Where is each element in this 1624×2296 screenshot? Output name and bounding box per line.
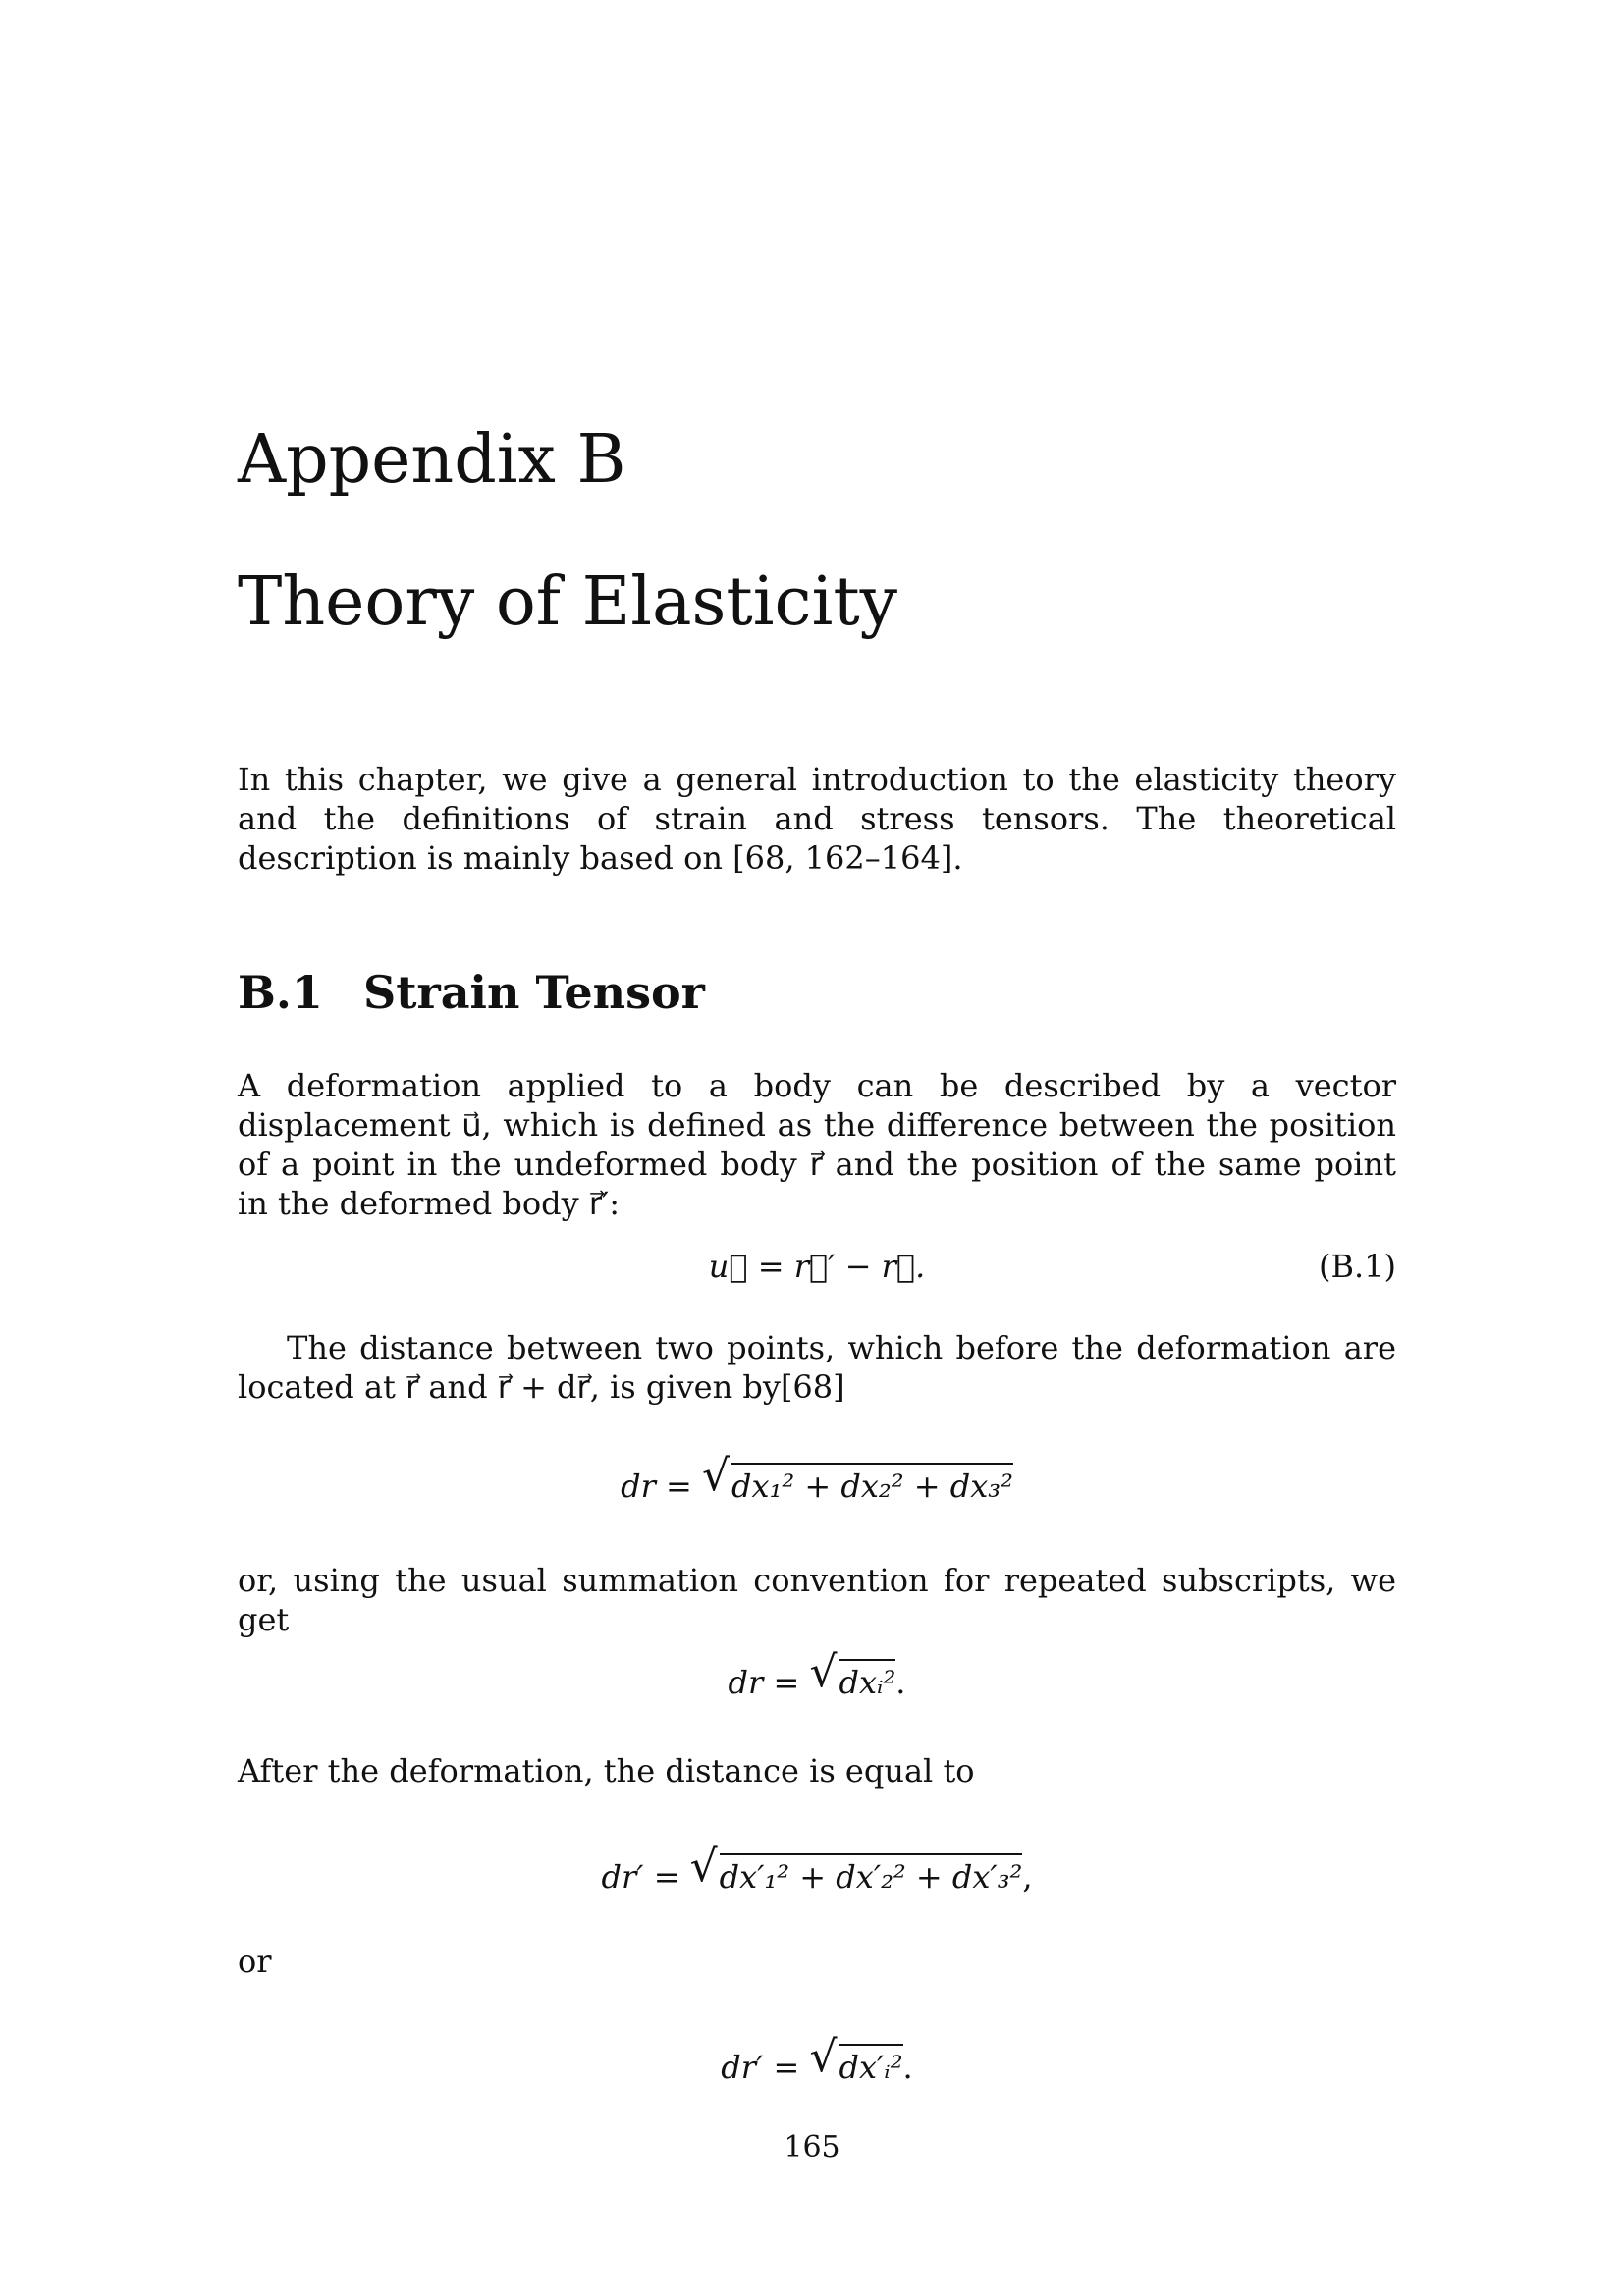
equation-b1-body: u⃗ = r⃗′ − r⃗. (708, 1248, 926, 1285)
summation-paragraph: or, using the usual summation convention for repeated subscripts, we get (238, 1562, 1396, 1638)
intro-paragraph: In this chapter, we give a general introduction to the elasticity theory and the definitions of strain and stress tensors. The theoretical description is mainly based on [68, 162–164]. (238, 761, 1396, 877)
radicand: dx₁² + dx₂² + dx₃² (731, 1463, 1013, 1506)
equation-b1 (238, 1247, 1396, 1286)
section-number: B.1 (238, 966, 323, 1019)
equation-distance-summation (238, 1659, 1396, 1702)
chapter-title: Theory of Elasticity (238, 563, 898, 641)
equation-deformed-summation (238, 2044, 1396, 2087)
section-heading (238, 966, 705, 1019)
equation-lhs: dr = (621, 1468, 692, 1505)
equation-trail: . (895, 1664, 906, 1701)
sqrt-expression (809, 1659, 895, 1702)
page-number: 165 (784, 2130, 840, 2164)
sqrt-expression (690, 1853, 1023, 1896)
section-title: Strain Tensor (363, 966, 705, 1019)
equation-lhs: dr = (728, 1664, 800, 1701)
equation-deformed-distance (238, 1853, 1396, 1896)
equation-trail: , (1022, 1858, 1033, 1896)
distance-paragraph: The distance between two points, which before the deformation are located at r⃗ and r⃗ + dr⃗, is given by[68] (238, 1329, 1396, 1406)
radicand: dxᵢ² (839, 1659, 895, 1702)
radicand: dx′₁² + dx′₂² + dx′₃² (720, 1853, 1023, 1896)
equation-number: (B.1) (1318, 1248, 1396, 1285)
equation-lhs: dr′ = (721, 2049, 800, 2086)
definition-paragraph: A deformation applied to a body can be described by a vector displacement u⃗, which is defined as the difference between the position of a point in the undeformed body r⃗ and the position of the same point in the deformed body r⃗′: (238, 1067, 1396, 1222)
equation-lhs: dr′ = (601, 1858, 680, 1896)
sqrt-expression (809, 2044, 902, 2087)
chapter-label: Appendix B (238, 421, 626, 499)
after-paragraph: After the deformation, the distance is equal to (238, 1752, 975, 1789)
or-paragraph: or (238, 1943, 272, 1980)
radicand: dx′ᵢ² (839, 2044, 902, 2087)
equation-trail: . (902, 2049, 913, 2086)
sqrt-expression (702, 1463, 1013, 1506)
equation-distance (238, 1463, 1396, 1506)
